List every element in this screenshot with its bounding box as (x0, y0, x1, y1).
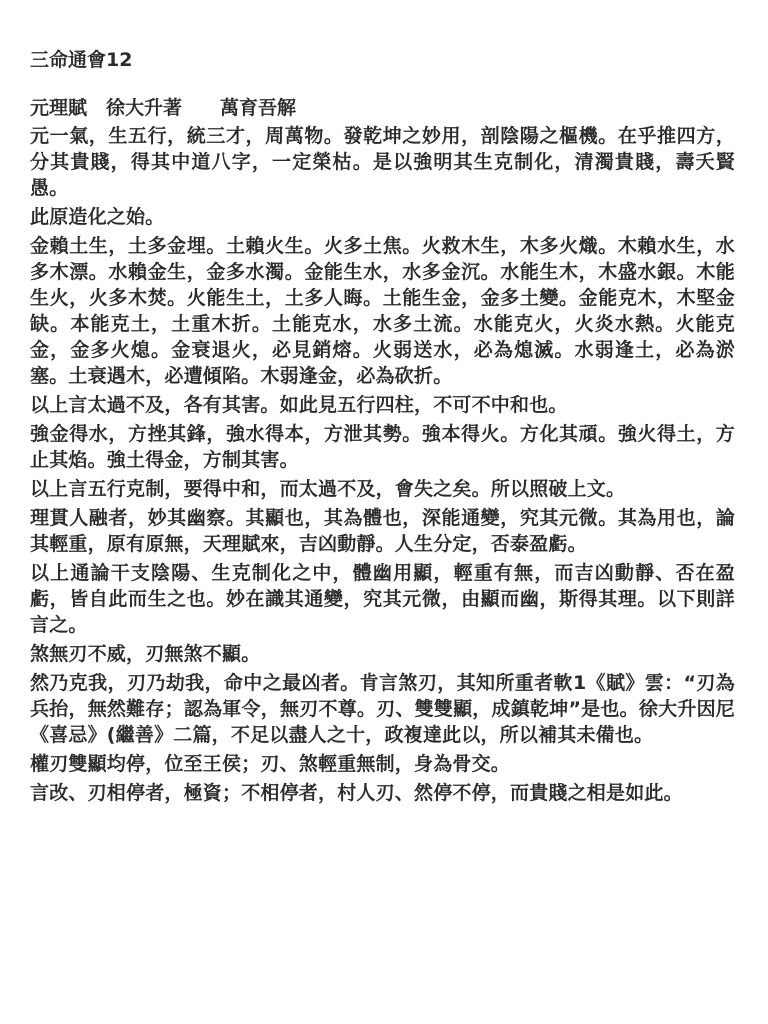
document-title: 三命通會12 (30, 49, 133, 71)
paragraph: 以上通論干支陰陽、生克制化之中，體幽用顯，輕重有無，而吉凶動靜、否在盈虧，皆自此而生之也。妙在識其通變，究其元微，由顯而幽，斯得其理。以下則詳言之。 (30, 562, 735, 636)
paragraph: 以上言五行克制，要得中和，而太過不及，會失之矣。所以照破上文。 (30, 478, 626, 500)
document-body (30, 45, 735, 809)
paragraph: 強金得水，方挫其鋒，強水得本，方泄其勢。強本得火。方化其頑。強火得土，方止其焰。強土得金，方制其害。 (30, 423, 735, 471)
paragraph: 煞無刃不威，刃無煞不顯。 (30, 643, 261, 665)
paragraph: 然乃克我，刃乃劫我，命中之最凶者。肯言煞刃，其知所重者軟1《賦》雲：“刃為兵抬，無然難存；認為軍令，無刃不尊。刃、雙雙顯，成鎮乾坤”是也。徐大升因尼《喜忌》(繼善》二篇，不足以盡人之十，政複達此以，所以補其未備也。 (30, 672, 735, 746)
document-byline: 元理賦 徐大升著 萬育吾解 (30, 97, 297, 119)
paragraph: 元一氣，生五行，統三才，周萬物。發乾坤之妙用，剖陰陽之樞機。在乎推四方，分其貴賤，得其中道八字，一定榮枯。是以強明其生克制化，清濁貴賤，壽夭賢愚。 (30, 125, 735, 199)
paragraph: 言改、刃相停者，極資；不相停者，村人刃、然停不停，而貴賤之相是如此。 (30, 782, 683, 804)
paragraph: 權刃雙顯均停，位至王侯；刃、煞輕重無制，身為骨交。 (30, 753, 511, 775)
paragraph: 以上言太過不及，各有其害。如此見五行四柱，不可不中和也。 (30, 394, 568, 416)
paragraph: 理貫人融者，妙其幽察。其顯也，其為體也，深能通變，究其元微。其為用也，論其輕重，原有原無，天理賦來，吉凶動靜。人生分定，否泰盈虧。 (30, 507, 735, 555)
paragraph: 金賴土生，土多金埋。土賴火生。火多土焦。火救木生，木多火熾。木賴水生，水多木漂。水賴金生，金多水濁。金能生水，水多金沉。水能生木，木盛水銀。木能生火，火多木焚。火能生土，土多人晦。土能生金，金多土變。金能克木，木堅金缺。本能克土，土重木折。土能克水，水多土流。水能克火，火炎水熱。火能克金，金多火熄。金衰退火，必見銷熔。火弱送水，必為熄滅。水弱逢土，必為淤塞。土衰遇木，必遭傾陷。木弱逢金，必為砍折。 (30, 235, 735, 387)
paragraph: 此原造化之始。 (30, 206, 165, 228)
